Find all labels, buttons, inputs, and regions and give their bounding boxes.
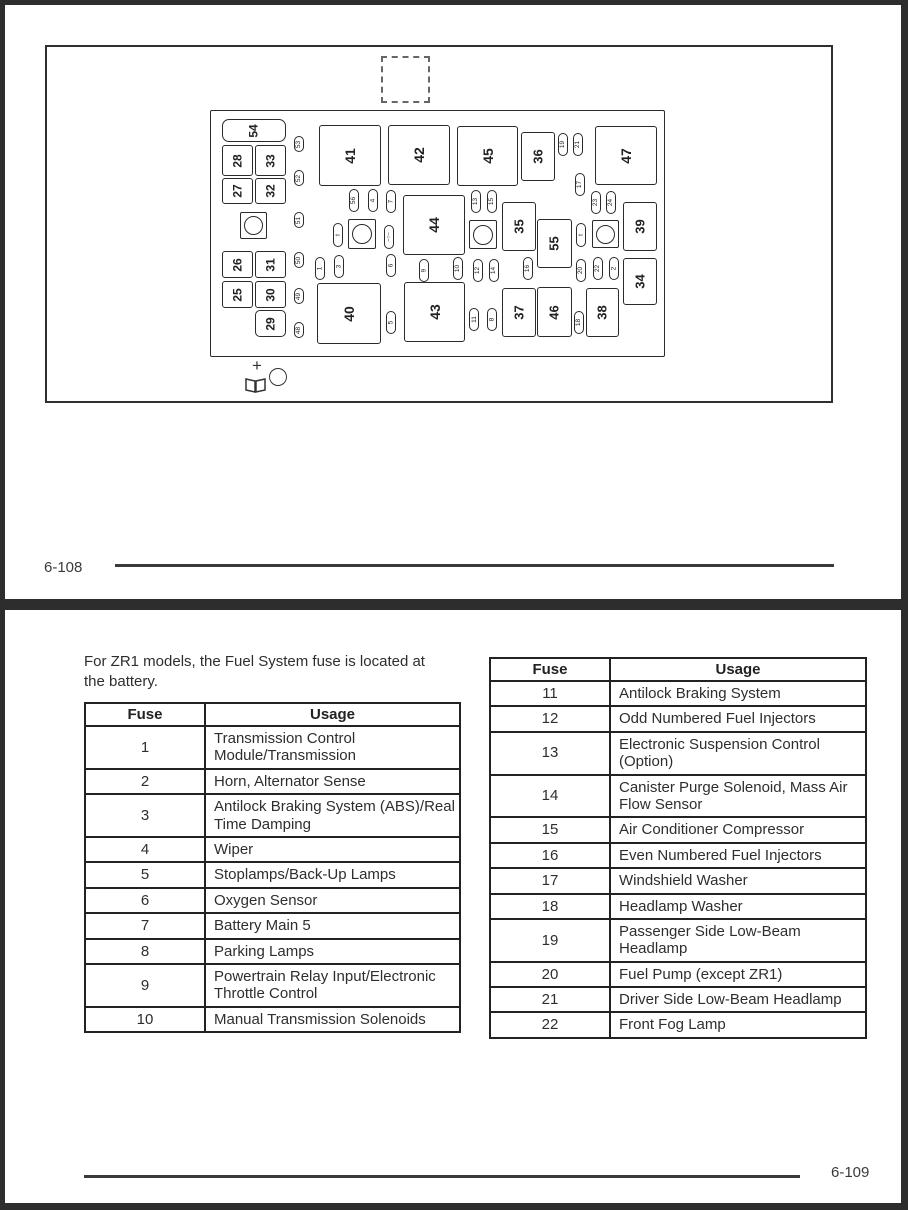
battery-plus-symbol: + <box>252 356 262 375</box>
arrow-pill-glyph: ⇧ <box>577 232 584 238</box>
fuse-box-label: 44 <box>425 217 442 233</box>
fuse-box-34 <box>623 258 657 305</box>
fuse-box-32 <box>255 178 286 204</box>
circle-pill <box>384 225 394 249</box>
relay-socket-3 <box>469 220 497 249</box>
usage-cell: Powertrain Relay Input/Electronic Throttle Control <box>205 964 460 1007</box>
fuse-number-cell: 4 <box>85 837 205 862</box>
fuse-box-label: 42 <box>410 147 427 163</box>
fuse-box-29 <box>255 310 286 337</box>
fuse-usage-table-left <box>84 702 461 1033</box>
fuse-pill-9 <box>419 259 429 282</box>
fuse-pill-11 <box>469 308 479 331</box>
fuse-pill-24 <box>606 191 616 214</box>
fuse-box-39 <box>623 202 657 251</box>
column-header-fuse: Fuse <box>85 703 205 726</box>
fuse-number-cell: 14 <box>490 775 610 818</box>
fuse-box-28 <box>222 145 253 176</box>
table-row <box>85 726 460 769</box>
fuse-pill-50 <box>294 252 304 268</box>
relay-circle <box>596 225 615 244</box>
fuse-box-label: 34 <box>632 274 648 289</box>
table-row <box>85 964 460 1007</box>
fuse-pill-label: 50 <box>295 256 303 264</box>
fuse-box-label: 32 <box>263 184 278 198</box>
fuse-pill-5 <box>386 311 396 334</box>
fuse-pill-label: 19 <box>559 140 567 149</box>
fuse-pill-label: 1 <box>316 266 324 271</box>
usage-cell: Even Numbered Fuel Injectors <box>610 843 866 868</box>
fuse-box-55 <box>537 219 572 268</box>
fuse-box-label: 46 <box>547 304 562 320</box>
fuse-pill-22 <box>593 257 603 280</box>
usage-cell: Wiper <box>205 837 460 862</box>
fuse-box-47 <box>595 126 657 185</box>
fuse-box-label: 28 <box>230 153 245 168</box>
fuse-box-label: 39 <box>632 219 648 234</box>
table-row <box>490 919 866 962</box>
fuse-pill-17 <box>575 173 585 196</box>
fuse-box-30 <box>255 281 286 308</box>
battery-symbol-group <box>244 356 294 400</box>
fuse-box-label: 43 <box>426 304 443 320</box>
intro-paragraph: For ZR1 models, the Fuel System fuse is located at the battery. <box>84 653 425 690</box>
fuse-number-cell: 5 <box>85 862 205 887</box>
column-header-usage: Usage <box>610 658 866 681</box>
fuse-box-label: 40 <box>340 305 357 322</box>
usage-cell: Transmission Control Module/Transmission <box>205 726 460 769</box>
page-number-2: 6-109 <box>831 1164 870 1181</box>
fuse-number-cell: 3 <box>85 794 205 837</box>
fuse-pill-6 <box>386 254 396 277</box>
fuse-box-label: 38 <box>595 305 610 320</box>
relay-circle <box>473 225 493 245</box>
fuse-pill-23 <box>591 191 601 214</box>
fuse-pill-10 <box>453 257 463 280</box>
table-row <box>490 706 866 731</box>
fuse-pill-label: 10 <box>454 264 462 273</box>
table-row <box>490 732 866 775</box>
fuse-pill-15 <box>487 190 497 213</box>
usage-cell: Oxygen Sensor <box>205 888 460 913</box>
footer-rule-2 <box>84 1175 800 1178</box>
fuse-box-44 <box>403 195 465 255</box>
fuse-box-label: 36 <box>530 149 546 164</box>
table-header-row <box>85 703 460 726</box>
fuse-number-cell: 11 <box>490 681 610 706</box>
usage-cell: Canister Purge Solenoid, Mass Air Flow Sensor <box>610 775 866 818</box>
fuse-pill-label: 8 <box>488 317 496 322</box>
usage-cell: Horn, Alternator Sense <box>205 769 460 794</box>
table-row <box>490 962 866 987</box>
fuse-pill-13 <box>471 190 481 213</box>
fuse-number-cell: 9 <box>85 964 205 1007</box>
fuse-pill-20 <box>576 259 586 282</box>
fuse-pill-label: 53 <box>295 140 303 148</box>
fuse-pill-label: 20 <box>577 266 585 275</box>
usage-cell: Stoplamps/Back-Up Lamps <box>205 862 460 887</box>
relay-socket-2 <box>348 219 376 249</box>
fuse-number-cell: 12 <box>490 706 610 731</box>
fuse-pill-8 <box>487 308 497 331</box>
arrow-pill <box>333 223 343 247</box>
fuse-pill-18 <box>574 311 584 334</box>
fuse-pill-label: 23 <box>592 198 600 207</box>
table-row <box>85 888 460 913</box>
fuse-pill-2 <box>609 257 619 280</box>
table-row <box>490 987 866 1012</box>
usage-cell: Passenger Side Low-Beam Headlamp <box>610 919 866 962</box>
usage-cell: Battery Main 5 <box>205 913 460 938</box>
fuse-box-label: 41 <box>341 147 358 164</box>
table-row <box>85 1007 460 1032</box>
fuse-pill-label: 2 <box>610 266 618 271</box>
fuse-box-31 <box>255 251 286 278</box>
table-row <box>490 1012 866 1037</box>
fuse-number-cell: 20 <box>490 962 610 987</box>
usage-cell: Air Conditioner Compressor <box>610 817 866 842</box>
fuse-pill-label: 3 <box>335 264 343 269</box>
usage-cell: Parking Lamps <box>205 939 460 964</box>
fuse-pill-12 <box>473 259 483 282</box>
fuse-box-54 <box>222 119 286 142</box>
fuse-pill-label: 6 <box>387 263 395 268</box>
fuse-number-cell: 16 <box>490 843 610 868</box>
fuse-pill-label: 17 <box>576 180 584 189</box>
fuse-pill-label: 5 <box>387 320 395 325</box>
fuse-box-33 <box>255 145 286 176</box>
fuse-pill-label: 9 <box>420 268 428 273</box>
fuse-box-label: 35 <box>511 219 527 234</box>
arrow-pill <box>576 223 586 247</box>
fuse-number-cell: 6 <box>85 888 205 913</box>
fuse-number-cell: 22 <box>490 1012 610 1037</box>
fuse-pill-label: 16 <box>524 264 532 273</box>
fuse-pill-1 <box>315 257 325 280</box>
column-header-fuse: Fuse <box>490 658 610 681</box>
relay-socket-4 <box>592 220 619 248</box>
usage-cell: Fuel Pump (except ZR1) <box>610 962 866 987</box>
fuse-usage-table-right <box>489 657 867 1039</box>
fuse-pill-label: 49 <box>295 292 303 300</box>
fuse-pill-19 <box>558 133 568 156</box>
fuse-number-cell: 18 <box>490 894 610 919</box>
table-row <box>490 681 866 706</box>
fuse-box-label: 26 <box>230 257 245 272</box>
fuse-number-cell: 21 <box>490 987 610 1012</box>
fuse-pill-7 <box>386 190 396 213</box>
fuse-number-cell: 15 <box>490 817 610 842</box>
fuse-pill-label: 18 <box>575 318 583 327</box>
table-row <box>85 769 460 794</box>
fuse-pill-53 <box>294 136 304 152</box>
usage-cell: Headlamp Washer <box>610 894 866 919</box>
fuse-box-27 <box>222 178 253 204</box>
owner-manual-book-icon <box>244 376 267 394</box>
fuse-box-label: 25 <box>230 287 245 302</box>
footer-rule-1 <box>115 564 834 567</box>
fuse-pill-21 <box>573 133 583 156</box>
fuse-box-label: 31 <box>263 257 278 272</box>
relay-circle <box>244 216 263 235</box>
fuse-pill-label: 14 <box>490 266 498 275</box>
fuse-pill-label: 22 <box>594 264 602 273</box>
fuse-number-cell: 13 <box>490 732 610 775</box>
fuse-box-label: 54 <box>246 123 261 138</box>
table-row <box>490 894 866 919</box>
usage-cell: Front Fog Lamp <box>610 1012 866 1037</box>
table-row <box>85 913 460 938</box>
usage-cell: Antilock Braking System <box>610 681 866 706</box>
fuse-box-label: 33 <box>263 153 278 168</box>
fuse-number-cell: 2 <box>85 769 205 794</box>
relay-circle <box>352 224 372 244</box>
table-row <box>490 868 866 893</box>
page-separator <box>0 599 908 610</box>
usage-cell: Manual Transmission Solenoids <box>205 1007 460 1032</box>
column-header-usage: Usage <box>205 703 460 726</box>
fuse-pill-16 <box>523 257 533 280</box>
fuse-box-label: 55 <box>547 236 562 251</box>
fuse-pill-label: 52 <box>295 174 303 182</box>
fuse-number-cell: 10 <box>85 1007 205 1032</box>
fuse-pill-label: 48 <box>295 326 303 334</box>
battery-terminal-circle <box>269 368 287 386</box>
fuse-number-cell: 7 <box>85 913 205 938</box>
table-row <box>490 775 866 818</box>
fuse-number-cell: 19 <box>490 919 610 962</box>
fuse-pill-label: 24 <box>607 198 615 207</box>
fuse-pill-label: 51 <box>295 216 303 224</box>
usage-cell: Driver Side Low-Beam Headlamp <box>610 987 866 1012</box>
fuse-pill-label: 7 <box>387 199 395 204</box>
table-row <box>85 862 460 887</box>
fuse-box-label: 47 <box>617 147 634 164</box>
fuse-pill-49 <box>294 288 304 304</box>
table-header-row <box>490 658 866 681</box>
table-row <box>490 817 866 842</box>
viewer-top-bar <box>0 0 908 5</box>
usage-cell: Antilock Braking System (ABS)/Real Time Damping <box>205 794 460 837</box>
fuse-pill-3 <box>334 255 344 278</box>
fuse-diagram <box>45 45 833 403</box>
fuse-box-42 <box>388 125 450 185</box>
fuse-pill-51 <box>294 212 304 228</box>
fuse-box-26 <box>222 251 253 278</box>
fuse-pill-label: 13 <box>472 197 480 206</box>
table-row <box>85 837 460 862</box>
fuse-box-37 <box>502 288 536 337</box>
fuse-box-label: 27 <box>230 184 245 198</box>
page-number-1: 6-108 <box>44 559 83 576</box>
viewer-bottom-bar <box>0 1203 908 1210</box>
fuse-pill-56 <box>349 189 359 212</box>
fuse-number-cell: 1 <box>85 726 205 769</box>
fuse-box-40 <box>317 283 381 344</box>
circle-pill-glyph: −○− <box>386 232 392 242</box>
fuse-number-cell: 17 <box>490 868 610 893</box>
usage-cell: Windshield Washer <box>610 868 866 893</box>
relay-socket-1 <box>240 212 267 239</box>
fuse-pill-label: 15 <box>488 197 496 206</box>
fuse-pill-label: 56 <box>350 196 358 205</box>
dashed-connector-box <box>381 56 430 103</box>
fuse-box-label: 29 <box>263 316 278 331</box>
fuse-box-43 <box>404 282 465 342</box>
table-row <box>85 794 460 837</box>
fuse-box-25 <box>222 281 253 308</box>
fuse-box-46 <box>537 287 572 337</box>
fuse-pill-52 <box>294 170 304 186</box>
usage-cell: Odd Numbered Fuel Injectors <box>610 706 866 731</box>
fuse-box-35 <box>502 202 536 251</box>
fuse-pill-label: 4 <box>369 198 377 203</box>
fuse-box-36 <box>521 132 555 181</box>
fuse-box-label: 37 <box>511 305 527 320</box>
fuse-box-label: 30 <box>263 287 278 302</box>
fuse-box-45 <box>457 126 518 186</box>
usage-cell: Electronic Suspension Control (Option) <box>610 732 866 775</box>
fuse-pill-label: 21 <box>574 140 582 149</box>
fuse-box-41 <box>319 125 381 186</box>
fuse-box-label: 45 <box>479 148 496 164</box>
arrow-pill-glyph: ⇧ <box>334 232 341 238</box>
fuse-pill-14 <box>489 259 499 282</box>
fuse-pill-label: 11 <box>470 316 478 323</box>
fuse-box-38 <box>586 288 619 337</box>
fuse-pill-4 <box>368 189 378 212</box>
fuse-number-cell: 8 <box>85 939 205 964</box>
table-row <box>85 939 460 964</box>
fuse-pill-48 <box>294 322 304 338</box>
table-row <box>490 843 866 868</box>
fuse-pill-label: 12 <box>474 266 482 275</box>
